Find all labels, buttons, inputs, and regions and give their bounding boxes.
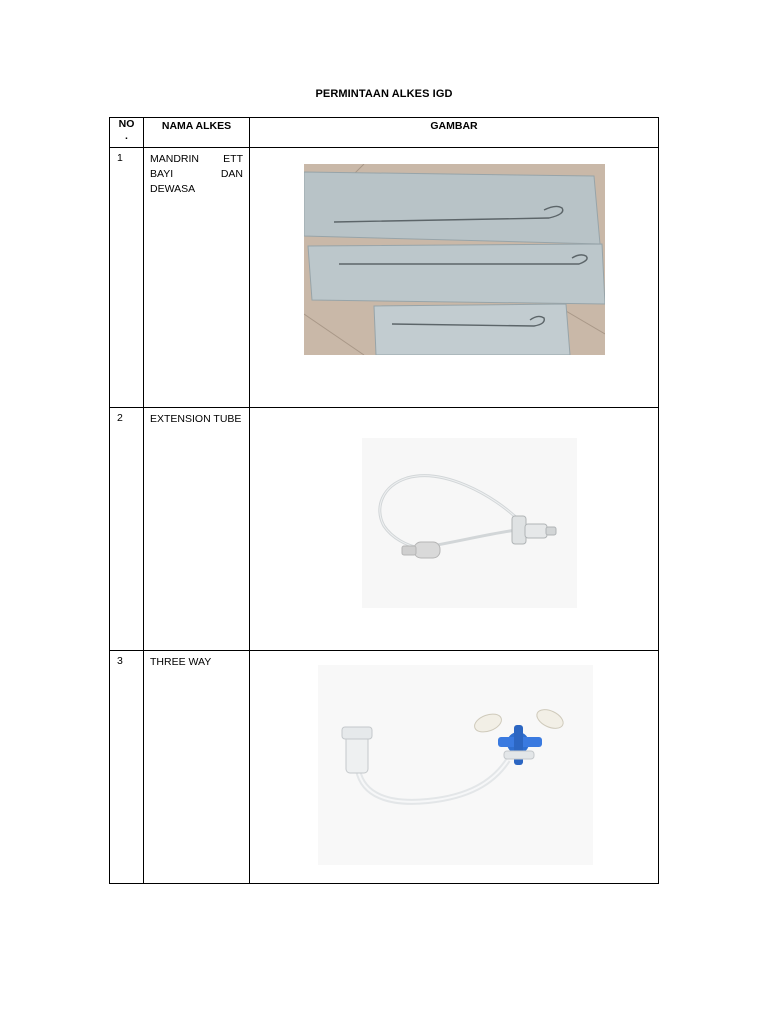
header-no-label: NO . <box>118 118 135 142</box>
header-image-label: GAMBAR <box>430 120 478 132</box>
header-image <box>250 118 659 148</box>
table-row <box>110 148 659 408</box>
header-name-label: NAMA ALKES <box>161 120 232 132</box>
header-no <box>110 118 144 148</box>
table-row <box>110 408 659 651</box>
document-title: PERMINTAAN ALKES IGD <box>315 88 453 100</box>
item-name: MANDRIN ETT BAYI DAN DEWASA <box>144 148 250 408</box>
table-row <box>110 651 659 884</box>
table-header-row <box>110 118 659 148</box>
header-name <box>144 118 250 148</box>
row-number: 1 <box>110 148 144 408</box>
request-table <box>109 117 659 884</box>
item-name: THREE WAY <box>144 651 250 884</box>
item-image-cell <box>250 408 659 651</box>
row-number: 3 <box>110 651 144 884</box>
item-image-cell <box>250 148 659 408</box>
extension-tube-photo <box>362 438 577 608</box>
three-way-photo <box>318 665 593 865</box>
mandrin-photo <box>304 164 605 355</box>
item-image-cell <box>250 651 659 884</box>
item-name: EXTENSION TUBE <box>144 408 250 651</box>
row-number: 2 <box>110 408 144 651</box>
